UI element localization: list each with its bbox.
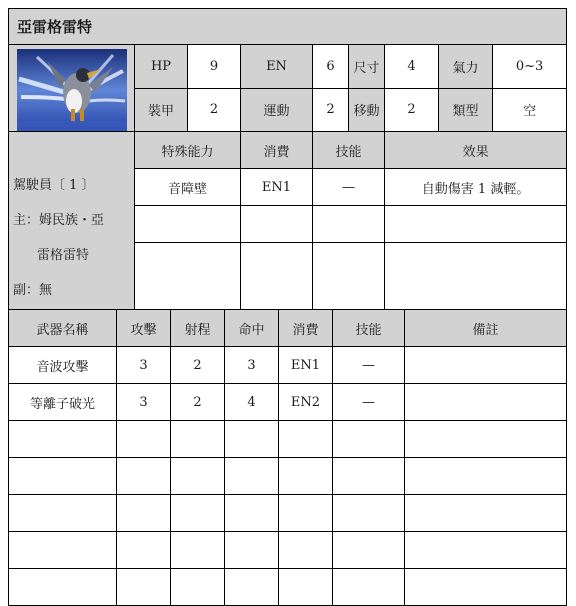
weapon-name: 音波攻擊 xyxy=(9,347,117,384)
type-value: 空 xyxy=(493,88,567,132)
weapon-range xyxy=(171,532,225,569)
mobility-value: 2 xyxy=(313,88,349,132)
ability-cost xyxy=(241,243,313,310)
weapon-range: 2 xyxy=(171,347,225,384)
size-label: 尺寸 xyxy=(349,45,385,89)
size-value: 4 xyxy=(385,45,439,89)
mobility-label: 運動 xyxy=(241,88,313,132)
weapon-name xyxy=(9,532,117,569)
pilot-count: 駕駛員〔 1 〕 xyxy=(13,178,95,193)
ability-header-effect: 效果 xyxy=(385,132,567,169)
hp-value: 9 xyxy=(188,45,241,89)
weapon-range xyxy=(171,458,225,495)
weapon-header-hit: 命中 xyxy=(225,310,279,347)
weapon-attack xyxy=(117,532,171,569)
portrait-cell xyxy=(9,45,135,132)
weapon-attack: 3 xyxy=(117,384,171,421)
pilot-filler xyxy=(9,132,134,168)
weapons-table xyxy=(8,309,567,606)
weapon-cost xyxy=(279,532,333,569)
weapon-range xyxy=(171,421,225,458)
weapon-hit xyxy=(225,458,279,495)
weapon-notes xyxy=(405,495,567,532)
weapon-range: 2 xyxy=(171,384,225,421)
ability-cost xyxy=(241,206,313,243)
unit-table xyxy=(8,8,567,310)
armor-value: 2 xyxy=(188,88,241,132)
weapon-cost: EN2 xyxy=(279,384,333,421)
weapon-cost: EN1 xyxy=(279,347,333,384)
weapon-header-range: 射程 xyxy=(171,310,225,347)
ability-skill xyxy=(313,243,385,310)
pilot-sub: 副：無 xyxy=(13,283,53,298)
weapon-notes xyxy=(405,347,567,384)
morale-value: 0~3 xyxy=(493,45,567,89)
weapon-attack xyxy=(117,458,171,495)
weapon-header-notes: 備註 xyxy=(405,310,567,347)
weapon-header-cost: 消費 xyxy=(279,310,333,347)
weapon-range xyxy=(171,495,225,532)
ability-name xyxy=(135,206,241,243)
weapon-attack xyxy=(117,421,171,458)
move-label: 移動 xyxy=(349,88,385,132)
type-label: 類型 xyxy=(439,88,493,132)
weapon-name: 等離子破光 xyxy=(9,384,117,421)
weapon-hit: 3 xyxy=(225,347,279,384)
weapon-name xyxy=(9,458,117,495)
unit-sheet xyxy=(8,8,566,606)
weapon-attack: 3 xyxy=(117,347,171,384)
weapon-cost xyxy=(279,421,333,458)
weapon-notes xyxy=(405,532,567,569)
ability-header-skill: 技能 xyxy=(313,132,385,169)
ability-effect xyxy=(385,243,567,310)
unit-title: 亞雷格雷特 xyxy=(9,9,567,45)
weapon-cost xyxy=(279,458,333,495)
weapon-notes xyxy=(405,421,567,458)
weapon-hit xyxy=(225,495,279,532)
unit-portrait-image xyxy=(17,49,127,131)
weapon-name xyxy=(9,421,117,458)
ability-name: 音障壁 xyxy=(135,169,241,206)
weapon-skill xyxy=(333,458,405,495)
weapon-header-name: 武器名稱 xyxy=(9,310,117,347)
weapon-skill: — xyxy=(333,384,405,421)
hp-label: HP xyxy=(135,45,188,89)
weapon-skill xyxy=(333,421,405,458)
weapon-header-attack: 攻擊 xyxy=(117,310,171,347)
weapon-hit: 4 xyxy=(225,384,279,421)
pilot-cell xyxy=(9,132,135,310)
ability-header-name: 特殊能力 xyxy=(135,132,241,169)
pilot-main: 主：姆民族・亞 xyxy=(13,213,105,228)
weapon-hit xyxy=(225,421,279,458)
weapon-skill xyxy=(333,532,405,569)
move-value: 2 xyxy=(385,88,439,132)
ability-effect: 自動傷害 1 減輕。 xyxy=(385,169,567,206)
weapon-notes xyxy=(405,458,567,495)
weapon-name xyxy=(9,495,117,532)
ability-effect xyxy=(385,206,567,243)
weapon-notes xyxy=(405,384,567,421)
weapon-cost xyxy=(279,495,333,532)
weapon-skill: — xyxy=(333,347,405,384)
weapon-header-skill: 技能 xyxy=(333,310,405,347)
morale-label: 氣力 xyxy=(439,45,493,89)
armor-label: 裝甲 xyxy=(135,88,188,132)
en-value: 6 xyxy=(313,45,349,89)
ability-name xyxy=(135,243,241,310)
pilot-main-cont: 雷格雷特 xyxy=(37,248,90,263)
ability-cost: EN1 xyxy=(241,169,313,206)
ability-skill xyxy=(313,206,385,243)
weapon-attack xyxy=(117,495,171,532)
ability-header-cost: 消費 xyxy=(241,132,313,169)
en-label: EN xyxy=(241,45,313,89)
weapon-hit xyxy=(225,532,279,569)
weapon-skill xyxy=(333,495,405,532)
ability-skill: — xyxy=(313,169,385,206)
